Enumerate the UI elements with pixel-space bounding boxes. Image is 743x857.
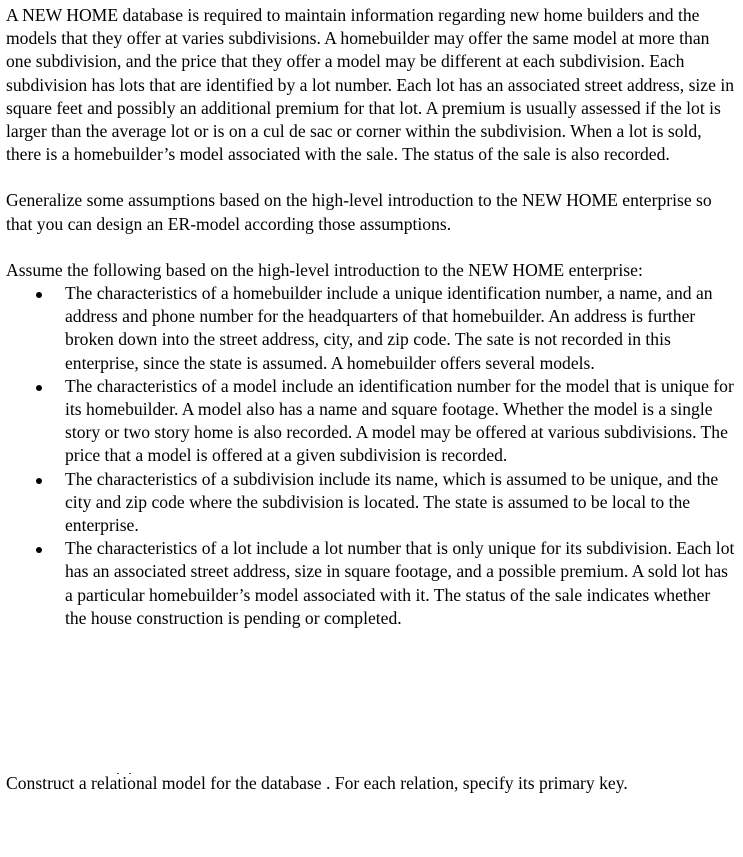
- paragraph-spacer: [6, 166, 736, 189]
- bullet-icon: [36, 385, 42, 391]
- list-item: [6, 537, 736, 630]
- list-item-text: The characteristics of a lot include a lot number that is only unique for its subdivision. Each lot has an associated street address, size in square footage, and a possible premium. A sold lot has a particular homebuilder’s model associated with it. The status of the sale indicates whether the house construction is pending or completed.: [65, 538, 735, 628]
- intro-paragraph: A NEW HOME database is required to maintain information regarding new home builders and the models that they offer at varies subdivisions. A homebuilder may offer the same model at more than one subdivision, and the price that they offer a model may be different at each subdivision. Each subdivision has lots that are identified by a lot number. Each lot has an associated street address, size in square feet and possibly an additional premium for that lot. A premium is usually assessed if the lot is larger than the average lot or is on a cul de sac or corner within the subdivision. When a lot is sold, there is a homebuilder’s model associated with the sale. The status of the sale is also recorded.: [6, 5, 735, 165]
- list-item: [6, 468, 736, 538]
- list-item-text: The characteristics of a model include an identification number for the model that is unique for its homebuilder. A model also has a name and square footage. Whether the model is a single story or two story home is also recorded. A model may be offered at various subdivisions. The price that a model is offered at a given subdivision is recorded.: [65, 375, 734, 466]
- bullet-icon: [36, 292, 42, 298]
- bullet-icon: [36, 478, 42, 484]
- assumptions-heading: Assume the following based on the high-level introduction to the NEW HOME enterprise:: [6, 259, 643, 280]
- assumptions-list: [6, 282, 736, 630]
- paragraph-spacer: [6, 236, 736, 259]
- list-item: [6, 375, 736, 468]
- document-body: [6, 4, 736, 630]
- task-paragraph: Construct a relational model for the database . For each relation, specify its primary key.: [6, 773, 628, 793]
- bullet-icon: [36, 547, 42, 553]
- list-item-text: The characteristics of a homebuilder include a unique identification number, a name, and an address and phone number for the headquarters of that homebuilder. An address is further broken down into the street address, city, and zip code. The sate is not recorded in this enterprise, since the state is assumed. A homebuilder offers several models.: [65, 283, 713, 373]
- list-item: [6, 282, 736, 375]
- generalize-paragraph: Generalize some assumptions based on the high-level introduction to the NEW HOME enterprise so that you can design an ER-model according those assumptions.: [6, 190, 712, 234]
- list-item-text: The characteristics of a subdivision include its name, which is assumed to be unique, and the city and zip code where the subdivision is located. The state is assumed to be local to the enterprise.: [65, 468, 719, 536]
